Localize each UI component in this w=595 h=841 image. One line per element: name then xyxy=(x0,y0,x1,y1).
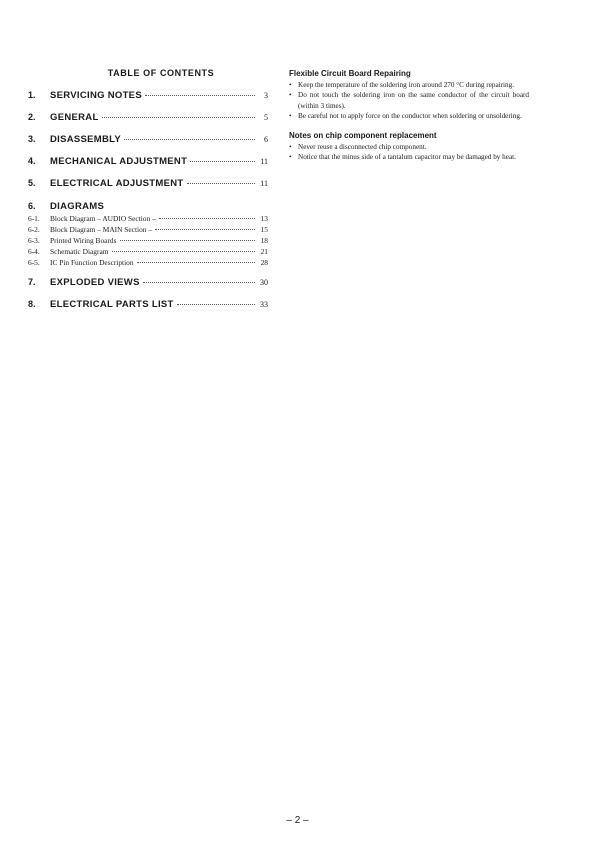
toc-entry[interactable] xyxy=(28,178,268,200)
toc-entry-title: EXPLODED VIEWS xyxy=(50,277,140,288)
leader-dots xyxy=(190,161,255,162)
toc-subentry[interactable] xyxy=(28,258,268,269)
toc-entry-number: 7. xyxy=(28,277,36,287)
toc-entry-number: 2. xyxy=(28,112,36,122)
list-item-text: Notice that the minus side of a tantalum capacitor may be damaged by heat. xyxy=(298,153,516,162)
list-item xyxy=(289,90,529,111)
toc-subentry-title: Printed Wiring Boards xyxy=(50,236,117,245)
toc-subentry-number: 6-2. xyxy=(28,225,40,234)
page-number: – 2 – xyxy=(286,815,309,826)
toc-subentry-page: 15 xyxy=(260,225,268,234)
toc-entry[interactable] xyxy=(28,134,268,156)
leader-dots xyxy=(145,95,255,96)
toc-entry-title: ELECTRICAL PARTS LIST xyxy=(50,299,174,310)
list-item-text: Keep the temperature of the soldering iron around 270 °C during repairing. xyxy=(298,81,515,89)
toc-entry-page: 3 xyxy=(264,91,268,100)
toc-subentry[interactable] xyxy=(28,225,268,236)
toc-entry[interactable] xyxy=(28,90,268,112)
toc-subentry-page: 18 xyxy=(260,236,268,245)
toc-subentry-number: 6-5. xyxy=(28,258,40,267)
toc-entry-number: 5. xyxy=(28,178,36,188)
toc-entry-page: 5 xyxy=(264,113,268,122)
bullet-icon: • xyxy=(289,91,292,100)
bullet-icon: • xyxy=(289,143,292,152)
toc-entry[interactable] xyxy=(28,112,268,134)
toc-subentry[interactable] xyxy=(28,236,268,247)
leader-dots xyxy=(187,183,256,184)
toc-subentry-title: Schematic Diagram xyxy=(50,247,109,256)
list-item-text: Do not touch the soldering iron on the same conductor of the circuit board (within 3 times). xyxy=(298,91,529,110)
toc-entry-page: 6 xyxy=(264,135,268,144)
toc-subentry-title: IC Pin Function Description xyxy=(50,258,134,267)
service-notes xyxy=(289,69,529,173)
toc-entry-number: 6. xyxy=(28,201,36,211)
toc-entry[interactable] xyxy=(28,299,268,321)
toc-entry-number: 4. xyxy=(28,156,36,166)
list-item xyxy=(289,111,529,121)
toc-entry-number: 8. xyxy=(28,299,36,309)
toc-entry-page: 33 xyxy=(260,300,268,309)
leader-dots xyxy=(177,304,255,305)
chip-replacement-heading: Notes on chip component replacement xyxy=(289,131,437,141)
toc-subentry-page: 13 xyxy=(260,214,268,223)
toc-subentry[interactable] xyxy=(28,214,268,225)
toc-entry[interactable] xyxy=(28,156,268,178)
flex-board-heading: Flexible Circuit Board Repairing xyxy=(289,69,411,78)
leader-dots xyxy=(112,251,256,252)
toc-subentry-title: Block Diagram – AUDIO Section – xyxy=(50,214,156,223)
toc-entry-title: SERVICING NOTES xyxy=(50,90,142,101)
list-item-text: Be careful not to apply force on the conductor when soldering or unsoldering. xyxy=(298,111,522,120)
bullet-icon: • xyxy=(289,81,292,89)
list-item xyxy=(289,152,529,162)
toc-entry-title: ELECTRICAL ADJUSTMENT xyxy=(50,178,184,189)
toc-section-diagrams[interactable] xyxy=(28,201,268,214)
leader-dots xyxy=(124,139,255,140)
list-item xyxy=(289,142,529,152)
toc-entry-page: 11 xyxy=(260,179,268,188)
list-item xyxy=(289,80,529,90)
toc-entry-number: 3. xyxy=(28,134,36,144)
toc-title: TABLE OF CONTENTS xyxy=(107,68,215,78)
leader-dots xyxy=(143,282,255,283)
toc-entry-number: 1. xyxy=(28,90,36,100)
toc-subentry[interactable] xyxy=(28,247,268,258)
toc-entry-title: DIAGRAMS xyxy=(50,201,105,212)
leader-dots xyxy=(120,240,256,241)
toc-entry-title: DISASSEMBLY xyxy=(50,134,122,145)
toc-subentry-page: 28 xyxy=(260,258,268,267)
flex-board-list xyxy=(289,80,529,121)
table-of-contents xyxy=(28,68,268,321)
leader-dots xyxy=(159,218,255,219)
list-item-text: Never reuse a disconnected chip component. xyxy=(298,143,427,152)
chip-replacement-list xyxy=(289,142,529,163)
toc-entry-page: 30 xyxy=(260,278,268,287)
toc-subentry-number: 6-3. xyxy=(28,236,40,245)
bullet-icon: • xyxy=(289,153,292,162)
leader-dots xyxy=(137,262,255,263)
toc-subentry-number: 6-1. xyxy=(28,214,40,223)
toc-entry[interactable] xyxy=(28,277,268,299)
toc-entry-title: MECHANICAL ADJUSTMENT xyxy=(50,156,188,167)
toc-subentry-number: 6-4. xyxy=(28,247,40,256)
leader-dots xyxy=(102,117,255,118)
toc-subentry-title: Block Diagram – MAIN Section – xyxy=(50,225,153,234)
toc-entry-page: 11 xyxy=(260,157,268,166)
bullet-icon: • xyxy=(289,111,292,120)
toc-entry-title: GENERAL xyxy=(50,112,99,123)
toc-subentry-page: 21 xyxy=(260,247,268,256)
leader-dots xyxy=(155,229,255,230)
